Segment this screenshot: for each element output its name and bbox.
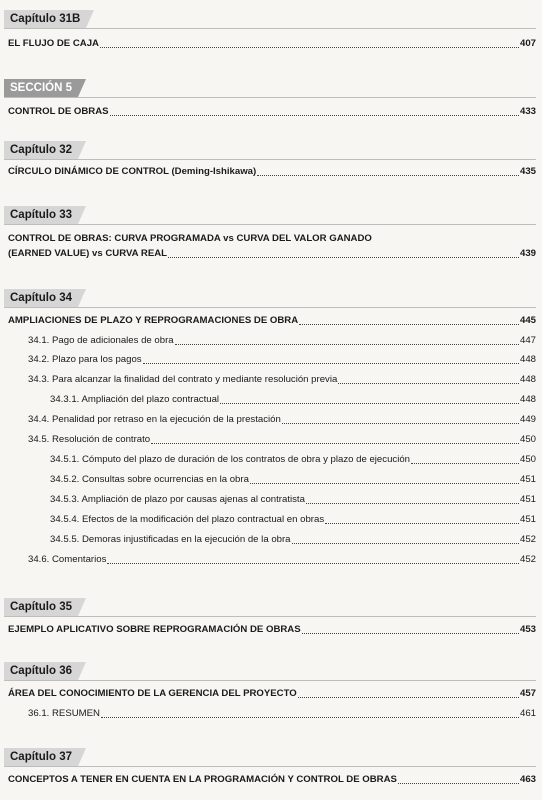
chapter-heading: Capítulo 31B [4,10,86,28]
chapter-heading: Capítulo 37 [4,748,78,766]
section-heading: SECCIÓN 5 [4,79,78,97]
divider [4,224,536,225]
divider [4,616,536,617]
toc-entry[interactable]: 34.6. Comentarios 452 [28,554,536,565]
toc-entry[interactable]: 34.5. Resolución de contrato 450 [28,434,536,445]
toc-entry[interactable]: 34.2. Plazo para los pagos 448 [28,354,536,365]
divider [4,97,536,98]
chapter-heading: Capítulo 36 [4,662,78,680]
divider [4,28,536,29]
toc-entry[interactable]: CÍRCULO DINÁMICO DE CONTROL (Deming-Ishikawa) 435 [8,166,536,177]
toc-entry[interactable]: CONCEPTOS A TENER EN CUENTA EN LA PROGRAMACIÓN Y CONTROL DE OBRAS 463 [8,774,536,785]
toc-entry[interactable]: 34.5.5. Demoras injustificadas en la ejecución de la obra 452 [50,534,536,545]
toc-entry[interactable]: AMPLIACIONES DE PLAZO Y REPROGRAMACIONES DE OBRA 445 [8,315,536,326]
toc-entry[interactable]: (EARNED VALUE) vs CURVA REAL 439 [8,248,536,259]
toc-entry[interactable]: 34.3. Para alcanzar la finalidad del contrato y mediante resolución previa 448 [28,374,536,385]
toc-entry[interactable]: EJEMPLO APLICATIVO SOBRE REPROGRAMACIÓN DE OBRAS 453 [8,624,536,635]
toc-entry[interactable]: 34.5.3. Ampliación de plazo por causas ajenas al contratista 451 [50,494,536,505]
toc-entry[interactable]: CONTROL DE OBRAS 433 [8,106,536,117]
toc-entry[interactable]: 34.3.1. Ampliación del plazo contractual 448 [50,394,536,405]
toc-entry[interactable]: 34.5.1. Cómputo del plazo de duración de los contratos de obra y plazo de ejecución 450 [50,454,536,465]
toc-entry-line1: CONTROL DE OBRAS: CURVA PROGRAMADA vs CURVA DEL VALOR GANADO [8,233,372,244]
toc-entry[interactable]: 36.1. RESUMEN 461 [28,708,536,719]
toc-entry[interactable]: EL FLUJO DE CAJA 407 [8,38,536,49]
chapter-heading: Capítulo 33 [4,206,78,224]
chapter-heading: Capítulo 32 [4,141,78,159]
divider [4,307,536,308]
divider [4,159,536,160]
divider [4,766,536,767]
chapter-heading: Capítulo 34 [4,289,78,307]
toc-entry[interactable]: 34.5.4. Efectos de la modificación del plazo contractual en obras 451 [50,514,536,525]
divider [4,680,536,681]
toc-entry[interactable]: 34.5.2. Consultas sobre ocurrencias en la obra 451 [50,474,536,485]
toc-entry[interactable]: 34.1. Pago de adicionales de obra 447 [28,335,536,346]
toc-entry[interactable]: ÁREA DEL CONOCIMIENTO DE LA GERENCIA DEL PROYECTO 457 [8,688,536,699]
toc-entry[interactable]: 34.4. Penalidad por retraso en la ejecución de la prestación 449 [28,414,536,425]
chapter-heading: Capítulo 35 [4,598,78,616]
